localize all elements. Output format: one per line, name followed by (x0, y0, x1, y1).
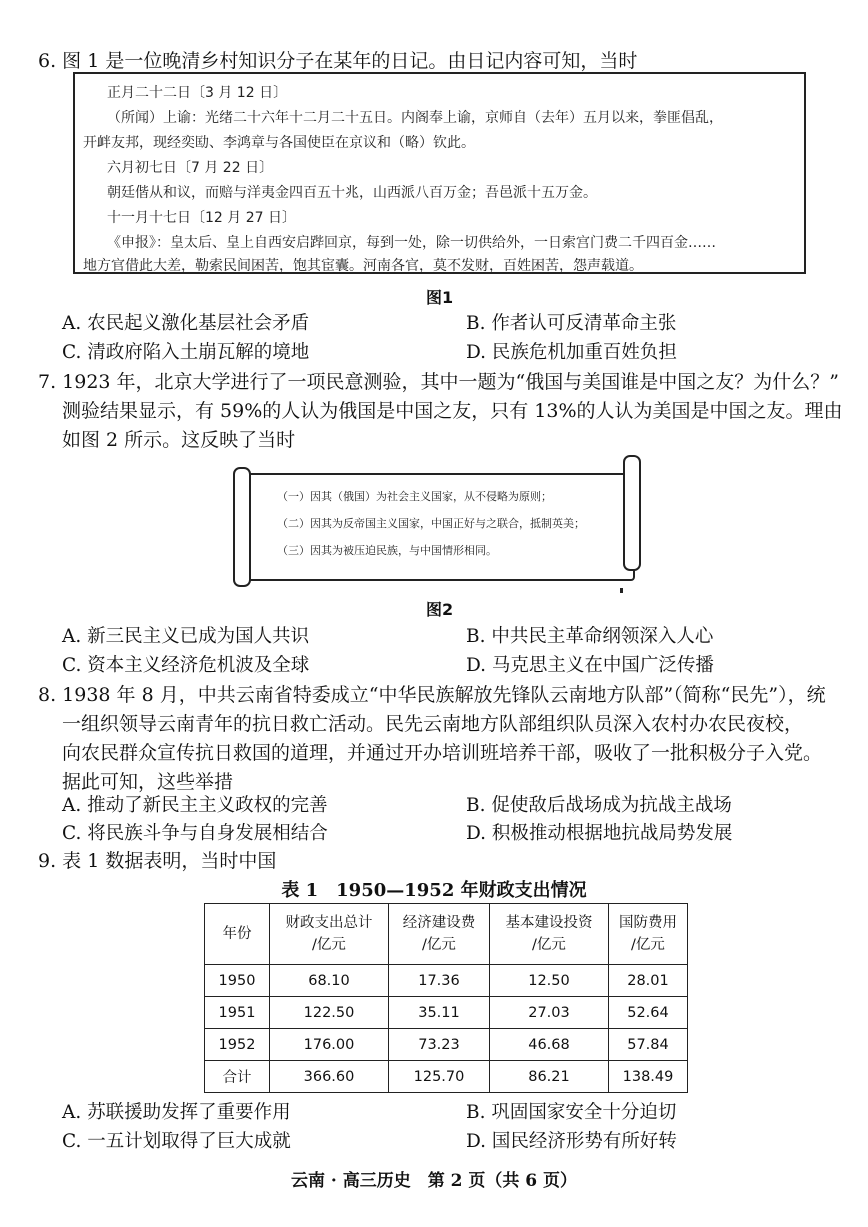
q8-line: 据此可知，这些举措 (62, 771, 234, 793)
table-row (205, 1061, 688, 1093)
option-b[interactable]: B. 促使敌后战场成为抗战主战场 (466, 795, 732, 816)
table-cell: 68.10 (270, 965, 389, 997)
option-d[interactable]: D. 民族危机加重百姓负担 (466, 342, 677, 363)
option-b[interactable]: B. 巩固国家安全十分迫切 (466, 1102, 677, 1123)
option-b[interactable]: B. 作者认可反清革命主张 (466, 313, 677, 334)
table-cell: 57.84 (609, 1029, 688, 1061)
diary-line: 朝廷偕从和议，而赔与洋夷金四百五十兆，山西派八百万金；吾邑派十五万金。 (107, 185, 597, 201)
table-cell: 73.23 (389, 1029, 490, 1061)
figure-caption: 图1 (426, 288, 454, 307)
diary-line: 十一月十七日〔12 月 27 日〕 (107, 210, 296, 226)
table-cell: 176.00 (270, 1029, 389, 1061)
scroll-line: （一）因其（俄国）为社会主义国家，从不侵略为原则； (277, 490, 552, 503)
scroll-roll-left (233, 467, 251, 587)
table-cell: 28.01 (609, 965, 688, 997)
option-a[interactable]: A. 新三民主义已成为国人共识 (62, 626, 310, 647)
option-d[interactable]: D. 积极推动根据地抗战局势发展 (466, 823, 733, 844)
q6-stem: 6. 图 1 是一位晚清乡村知识分子在某年的日记。由日记内容可知，当时 (38, 50, 638, 72)
table-header: 基本建设投资 /亿元 (490, 904, 609, 965)
option-a[interactable]: A. 农民起义激化基层社会矛盾 (62, 313, 310, 334)
table-header: 国防费用 /亿元 (609, 904, 688, 965)
table-cell: 27.03 (490, 997, 609, 1029)
table-header: 财政支出总计 /亿元 (270, 904, 389, 965)
option-c[interactable]: C. 将民族斗争与自身发展相结合 (62, 823, 328, 844)
table-cell: 合计 (205, 1061, 270, 1093)
table-title: 表 1 1950—1952 年财政支出情况 (281, 880, 587, 901)
scroll-line: （二）因其为反帝国主义国家，中国正好与之联合，抵制英美； (277, 517, 585, 530)
table-row (205, 997, 688, 1029)
table-cell: 35.11 (389, 997, 490, 1029)
table-cell: 1952 (205, 1029, 270, 1061)
diary-line: 地方官借此大差，勒索民间困苦，饱其宦囊。河南各官，莫不发财，百姓困苦，怨声载道。 (83, 258, 643, 274)
diary-line: （所闻）上谕：光绪二十六年十二月二十五日。内阁奉上谕，京师自（去年）五月以来，拳匪倡乱， (107, 110, 723, 126)
option-d[interactable]: D. 马克思主义在中国广泛传播 (466, 655, 714, 676)
table-header: 经济建设费 /亿元 (389, 904, 490, 965)
option-a[interactable]: A. 推动了新民主主义政权的完善 (62, 795, 328, 816)
q7-line: 如图 2 所示。这反映了当时 (62, 429, 296, 451)
option-d[interactable]: D. 国民经济形势有所好转 (466, 1131, 677, 1152)
figure-caption: 图2 (426, 600, 454, 619)
diary-line: 六月初七日〔7 月 22 日〕 (107, 160, 274, 176)
diary-line: 《申报》：皇太后、皇上自西安启跸回京，每到一处，除一切供给外，一日索宫门费二千四百金…… (107, 235, 716, 251)
table-cell: 125.70 (389, 1061, 490, 1093)
diary-line: 正月二十二日〔3 月 12 日〕 (107, 85, 288, 101)
option-c[interactable]: C. 一五计划取得了巨大成就 (62, 1131, 291, 1152)
option-c[interactable]: C. 清政府陷入土崩瓦解的境地 (62, 342, 310, 363)
q7-line: 7. 1923 年，北京大学进行了一项民意测验，其中一题为“俄国与美国谁是中国之友？为什么？” (38, 371, 839, 393)
table-cell: 1951 (205, 997, 270, 1029)
q7-line: 测验结果显示，有 59%的人认为俄国是中国之友，只有 13%的人认为美国是中国之友。理由 (62, 400, 843, 422)
page-footer: 云南 · 高三历史 第 2 页（共 6 页） (290, 1171, 578, 1191)
finance-table (204, 903, 688, 1093)
table-row (205, 965, 688, 997)
q9-stem: 9. 表 1 数据表明，当时中国 (38, 850, 277, 872)
diary-line: 开衅友邦，现经奕劻、李鸿章与各国使臣在京议和（略）钦此。 (83, 135, 475, 151)
q8-line: 8. 1938 年 8 月，中共云南省特委成立“中华民族解放先锋队云南地方队部”（简称“民先”），统 (38, 684, 826, 706)
table-cell: 366.60 (270, 1061, 389, 1093)
table-cell: 138.49 (609, 1061, 688, 1093)
scroll-figure (233, 455, 641, 585)
table-cell: 122.50 (270, 997, 389, 1029)
table-cell: 12.50 (490, 965, 609, 997)
diary-box (73, 72, 806, 274)
option-a[interactable]: A. 苏联援助发挥了重要作用 (62, 1102, 291, 1123)
stray-mark (620, 588, 623, 593)
table-row (205, 1029, 688, 1061)
table-cell: 52.64 (609, 997, 688, 1029)
table-cell: 46.68 (490, 1029, 609, 1061)
table-cell: 17.36 (389, 965, 490, 997)
table-cell: 86.21 (490, 1061, 609, 1093)
q8-line: 向农民群众宣传抗日救国的道理，并通过开办培训班培养干部，吸收了一批积极分子入党。 (62, 742, 823, 764)
option-b[interactable]: B. 中共民主革命纲领深入人心 (466, 626, 714, 647)
scroll-roll-right (623, 455, 641, 571)
scroll-line: （三）因其为被压迫民族，与中国情形相同。 (277, 544, 497, 557)
q8-line: 一组织领导云南青年的抗日救亡活动。民先云南地方队部组织队员深入农村办农民夜校， (62, 713, 804, 735)
option-c[interactable]: C. 资本主义经济危机波及全球 (62, 655, 310, 676)
table-header: 年份 (205, 904, 270, 965)
table-cell: 1950 (205, 965, 270, 997)
